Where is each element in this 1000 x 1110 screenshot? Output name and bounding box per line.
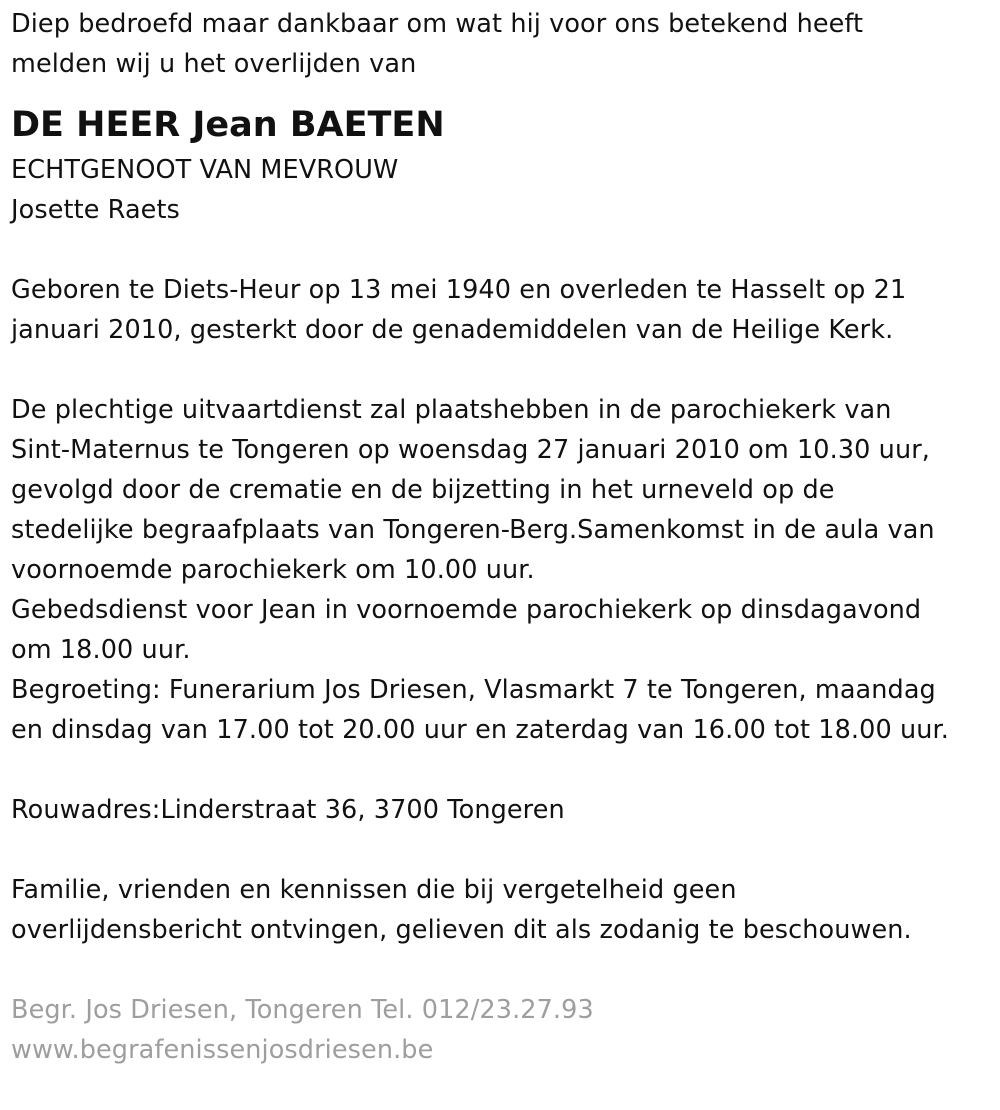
service-line-1: De plechtige uitvaartdienst zal plaatshebben in de parochiekerk van <box>11 395 892 425</box>
footer-undertaker: Begr. Jos Driesen, Tongeren Tel. 012/23.27.93 <box>11 995 594 1025</box>
spouse-name: Josette Raets <box>11 195 180 225</box>
service-line-8: Begroeting: Funerarium Jos Driesen, Vlasmarkt 7 te Tongeren, maandag <box>11 675 936 705</box>
spacer <box>11 750 991 790</box>
intro-line-2: melden wij u het overlijden van <box>11 49 417 79</box>
service-line-5: voornoemde parochiekerk om 10.00 uur. <box>11 555 535 585</box>
service-line-3: gevolgd door de crematie en de bijzetting in het urneveld op de <box>11 475 835 505</box>
spacer <box>11 350 991 390</box>
spacer <box>11 230 991 270</box>
deceased-name: DE HEER Jean BAETEN <box>11 105 445 145</box>
service-line-2: Sint-Maternus te Tongeren op woensdag 27 januari 2010 om 10.30 uur, <box>11 435 930 465</box>
spacer <box>11 950 991 990</box>
service-line-6: Gebedsdienst voor Jean in voornoemde parochiekerk op dinsdagavond <box>11 595 922 625</box>
notice-line-1: Familie, vrienden en kennissen die bij vergetelheid geen <box>11 875 737 905</box>
mourning-address: Rouwadres:Linderstraat 36, 3700 Tongeren <box>11 795 565 825</box>
service-line-4: stedelijke begraafplaats van Tongeren-Berg.Samenkomst in de aula van <box>11 515 935 545</box>
service-line-7: om 18.00 uur. <box>11 635 191 665</box>
birth-death-line-1: Geboren te Diets-Heur op 13 mei 1940 en overleden te Hasselt op 21 <box>11 275 907 305</box>
spacer <box>11 830 991 870</box>
notice-line-2: overlijdensbericht ontvingen, gelieven dit als zodanig te beschouwen. <box>11 915 912 945</box>
service-line-9: en dinsdag van 17.00 tot 20.00 uur en zaterdag van 16.00 tot 18.00 uur. <box>11 715 949 745</box>
obituary-notice <box>11 4 991 1070</box>
intro-line-1: Diep bedroefd maar dankbaar om wat hij voor ons betekend heeft <box>11 9 864 39</box>
footer-website: www.begrafenissenjosdriesen.be <box>11 1035 434 1065</box>
spouse-title: ECHTGENOOT VAN MEVROUW <box>11 155 399 185</box>
birth-death-line-2: januari 2010, gesterkt door de genademiddelen van de Heilige Kerk. <box>11 315 894 345</box>
